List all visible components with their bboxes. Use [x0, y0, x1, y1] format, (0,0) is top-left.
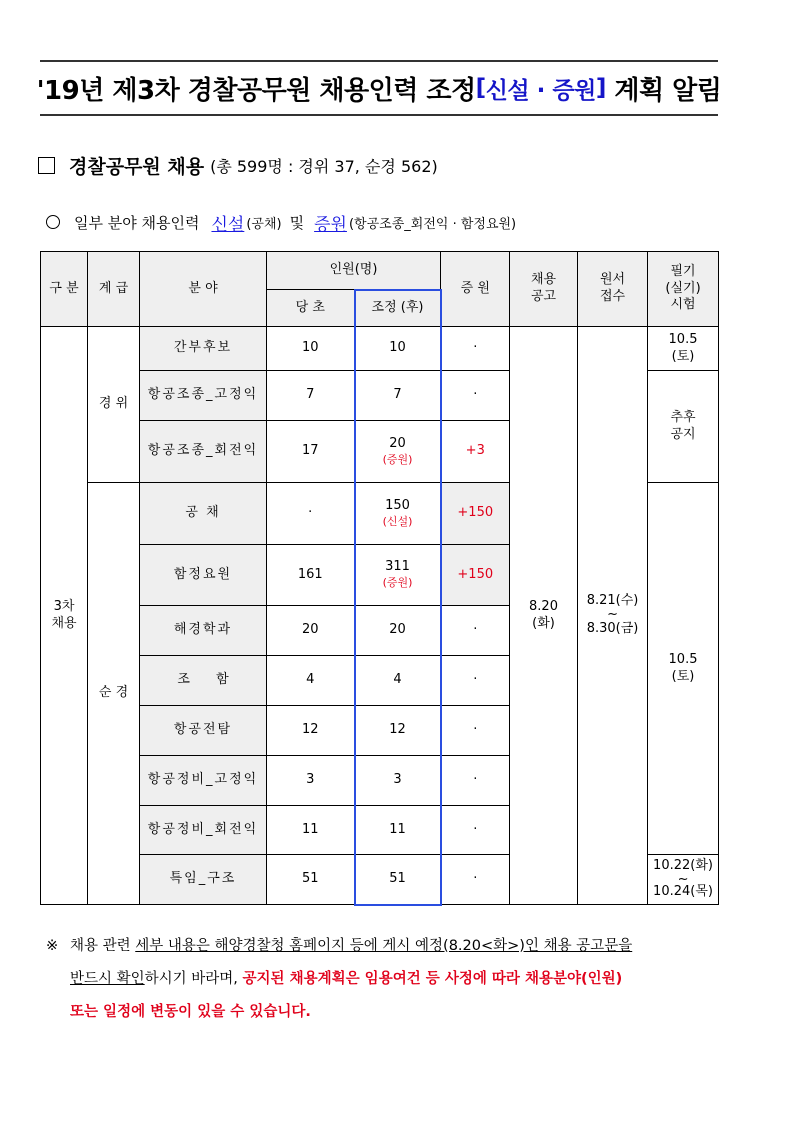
- exam-cell-2: [648, 371, 719, 483]
- field-cell: 항공조종_회전익: [140, 421, 267, 483]
- notice-cell: [510, 327, 578, 905]
- increase-cell: ·: [441, 855, 510, 905]
- category-line2: 채용: [51, 615, 77, 631]
- field-cell: 항공정비_회전익: [140, 806, 267, 855]
- adjusted-cell: 4: [355, 656, 441, 706]
- adjusted-cell: 3: [355, 756, 441, 806]
- original-cell: 10: [267, 327, 355, 371]
- footnote-line-1: [46, 930, 718, 963]
- exam-3-line2: (토): [671, 668, 695, 684]
- header-increase: 증 원: [441, 252, 510, 327]
- rank-cell-2: 순 경: [88, 483, 140, 905]
- title-bracket-close: ]: [595, 75, 606, 101]
- footnote-line-2: [46, 963, 718, 996]
- new-label: 신설: [211, 214, 245, 235]
- adjusted-cell: 51: [355, 855, 441, 905]
- application-line1: 8.21(수): [586, 593, 639, 609]
- header-category: 구 분: [41, 252, 88, 327]
- increase-cell: ·: [441, 806, 510, 855]
- field-cell: 특임_구조: [140, 855, 267, 905]
- original-cell: 20: [267, 606, 355, 656]
- increase-cell: ·: [441, 756, 510, 806]
- title-suffix: 계획 알림: [605, 75, 722, 106]
- header-exam-line3: 시험: [670, 297, 696, 313]
- original-cell: 7: [267, 371, 355, 421]
- application-cell: [578, 327, 648, 905]
- adjusted-value: 150: [385, 497, 410, 513]
- exam-1-line1: 10.5: [668, 331, 698, 347]
- exam-2-line1: 추후: [670, 409, 696, 425]
- field-cell: 함정요원: [140, 545, 267, 606]
- title-prefix: '19년 제3차 경찰공무원 채용인력 조정: [36, 75, 476, 106]
- exam-3-line1: 10.5: [668, 651, 698, 667]
- footnote: [46, 930, 718, 1029]
- header-rank: 계 급: [88, 252, 140, 327]
- increase-detail: (항공조종_회전익 · 함정요원): [348, 216, 517, 232]
- field-cell: 항공전탐: [140, 706, 267, 756]
- notice-line2: (화): [532, 615, 555, 631]
- footnote-line-3: [46, 996, 718, 1029]
- adjusted-cell: [355, 545, 441, 606]
- original-cell: ·: [267, 483, 355, 545]
- rank-cell-1: 경 위: [88, 327, 140, 483]
- adjusted-cell: 7: [355, 371, 441, 421]
- header-application-line1: 원서: [599, 272, 626, 288]
- original-cell: 4: [267, 656, 355, 706]
- header-notice: [510, 252, 578, 327]
- footnote-warning: 공지된 채용계획은 임용여건 등 사정에 따라 채용분야(인원): [242, 971, 623, 987]
- header-application: [578, 252, 648, 327]
- bottom-rule: [40, 114, 718, 116]
- field-cell: 항공조종_고정익: [140, 371, 267, 421]
- header-exam-line1: 필기: [670, 263, 696, 279]
- adjusted-value: 311: [385, 559, 410, 575]
- header-notice-line2: 공고: [530, 289, 557, 304]
- square-bullet-icon: [38, 157, 55, 174]
- header-personnel: 인원(명): [267, 252, 441, 290]
- field-cell: 항공정비_고정익: [140, 756, 267, 806]
- field-cell: 공 채: [140, 483, 267, 545]
- exam-cell-1: [648, 327, 719, 371]
- subsection-text: 일부 분야 채용인력: [74, 213, 200, 232]
- title-highlight: 신설 · 증원: [485, 77, 596, 104]
- adjusted-cell: 20: [355, 606, 441, 656]
- adjusted-note: (증원): [382, 452, 413, 466]
- original-cell: 161: [267, 545, 355, 606]
- and-text: 및: [289, 213, 305, 232]
- title-bracket-open: [: [475, 75, 486, 101]
- header-exam: [648, 252, 719, 327]
- footnote-underlined: 반드시 확인: [70, 971, 145, 987]
- footnote-warning: 또는 일정에 변동이 있을 수 있습니다.: [70, 1004, 311, 1020]
- header-original: 당 초: [267, 290, 355, 327]
- header-notice-line1: 채용: [530, 272, 557, 288]
- circle-bullet-icon: [46, 215, 60, 229]
- exam-4-line3: 10.24(목): [653, 884, 713, 900]
- reference-mark-icon: ※: [46, 938, 59, 954]
- original-cell: 12: [267, 706, 355, 756]
- exam-2-line2: 공지: [670, 426, 696, 442]
- increase-cell: +150: [441, 545, 510, 606]
- subsection-heading: [46, 208, 516, 236]
- header-field: 분 야: [140, 252, 267, 327]
- original-cell: 51: [267, 855, 355, 905]
- adjusted-note: (신설): [382, 514, 413, 528]
- recruitment-table: [40, 251, 719, 906]
- header-adjusted: 조정 (후): [355, 290, 441, 327]
- increase-cell: ·: [441, 371, 510, 421]
- exam-cell-3: [648, 483, 719, 855]
- top-rule: [40, 60, 718, 62]
- adjusted-value: 20: [389, 435, 406, 451]
- exam-cell-4: [648, 855, 719, 905]
- header-exam-line2: (실기): [665, 280, 701, 296]
- section-detail: (총 599명 : 경위 37, 순경 562): [210, 156, 438, 176]
- application-line3: 8.30(금): [586, 620, 639, 636]
- increase-cell: ·: [441, 706, 510, 756]
- increase-cell: +150: [441, 483, 510, 545]
- adjusted-cell: 10: [355, 327, 441, 371]
- adjusted-note: (증원): [382, 576, 413, 590]
- adjusted-cell: 12: [355, 706, 441, 756]
- category-line1: 3차: [53, 598, 75, 614]
- exam-1-line2: (토): [671, 348, 695, 364]
- application-line2: ~: [607, 607, 618, 623]
- exam-4-line2: ~: [677, 871, 689, 887]
- section-heading: [38, 150, 438, 180]
- increase-cell: ·: [441, 606, 510, 656]
- increase-cell: ·: [441, 327, 510, 371]
- field-cell: 간부후보: [140, 327, 267, 371]
- footnote-text: 채용 관련: [70, 938, 136, 954]
- field-cell: 해경학과: [140, 606, 267, 656]
- footnote-text: 하시기 바라며,: [144, 971, 243, 987]
- original-cell: 3: [267, 756, 355, 806]
- section-title: 경찰공무원 채용: [69, 155, 205, 178]
- adjusted-cell: 11: [355, 806, 441, 855]
- page-title: [36, 66, 722, 110]
- increase-cell: +3: [441, 421, 510, 483]
- original-cell: 11: [267, 806, 355, 855]
- exam-4-line1: 10.22(화): [653, 858, 713, 874]
- increase-cell: ·: [441, 656, 510, 706]
- footnote-underlined: 세부 내용은 해양경찰청 홈페이지 등에 게시 예정(8.20<화>)인 채용 공고문을: [135, 938, 633, 954]
- header-application-line2: 접수: [599, 289, 626, 304]
- new-detail: (공채): [246, 216, 282, 232]
- notice-line1: 8.20: [529, 598, 558, 614]
- adjusted-cell: [355, 483, 441, 545]
- original-cell: 17: [267, 421, 355, 483]
- field-cell: 조 함: [140, 656, 267, 706]
- increase-label: 증원: [314, 214, 347, 235]
- category-cell: [41, 327, 88, 905]
- adjusted-cell: [355, 421, 441, 483]
